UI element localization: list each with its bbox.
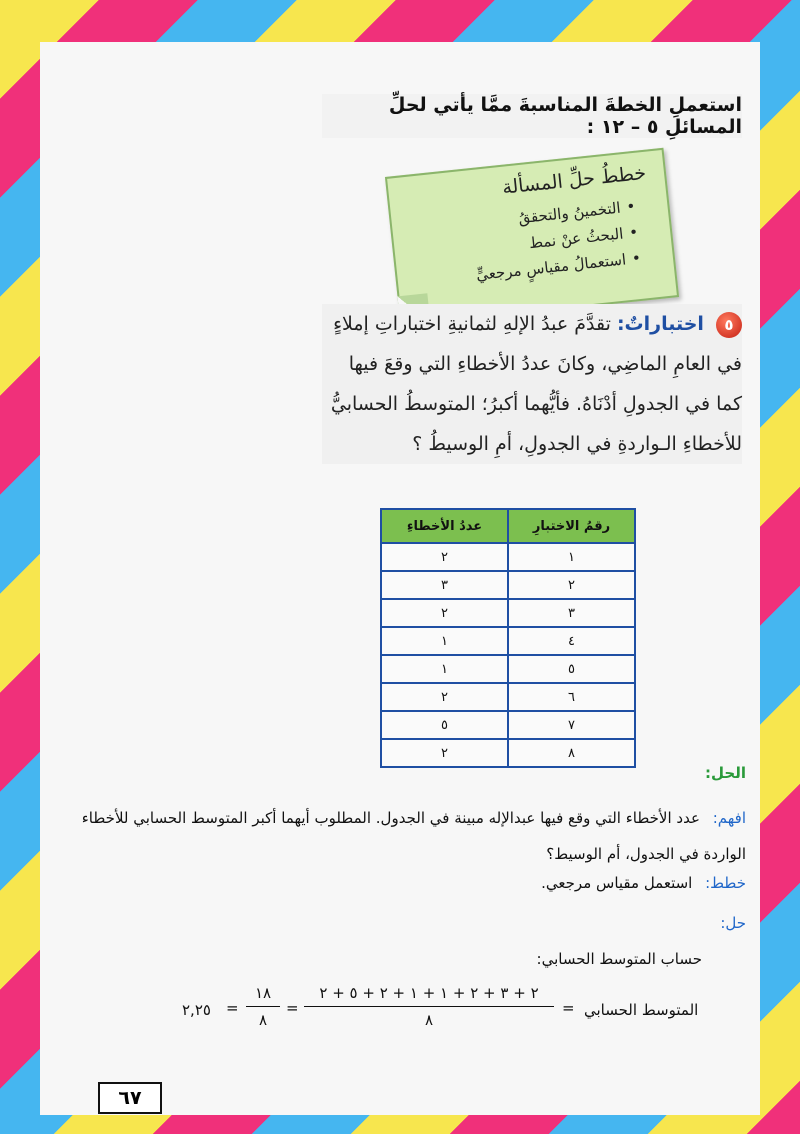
test-number-cell: ٣ xyxy=(508,599,635,627)
mean-formula xyxy=(182,984,702,1040)
solution-heading: الحل: xyxy=(705,764,746,782)
table-row xyxy=(381,655,635,683)
problem-keyword: اختباراتٌ: xyxy=(616,313,704,335)
error-count-cell: ٣ xyxy=(381,571,508,599)
test-number-cell: ١ xyxy=(508,543,635,571)
error-count-cell: ١ xyxy=(381,627,508,655)
plan-label: خطط: xyxy=(705,874,746,892)
test-number-cell: ٧ xyxy=(508,711,635,739)
error-count-cell: ٢ xyxy=(381,599,508,627)
instruction: استعملِ الخطةَ المناسبةَ ممَّا يأتي لحلِّ المسائلِ ٥ – ١٢ : xyxy=(322,94,742,138)
strategy-note-title: خططُ حلِّ المسألة xyxy=(501,161,648,199)
result-denominator: ٨ xyxy=(258,1011,268,1029)
errors-table xyxy=(380,508,636,768)
formula-result: ٢,٢٥ xyxy=(182,1001,211,1019)
test-number-cell: ٢ xyxy=(508,571,635,599)
problem xyxy=(322,304,742,464)
table-header-row xyxy=(381,509,635,543)
sum-denominator: ٨ xyxy=(424,1011,434,1029)
sum-numerator: ٢ + ٣ + ٢ + ١ + ١ + ٢ + ٥ + ٢ xyxy=(304,984,554,1007)
table-row xyxy=(381,543,635,571)
formula-equals: = xyxy=(562,999,575,1017)
strategy-list xyxy=(409,192,656,295)
table-header: عددُ الأخطاءِ xyxy=(381,509,508,543)
test-number-cell: ٤ xyxy=(508,627,635,655)
problem-number-badge: ٥ xyxy=(716,312,742,338)
table-row xyxy=(381,599,635,627)
table-row xyxy=(381,571,635,599)
test-number-cell: ٨ xyxy=(508,739,635,767)
page xyxy=(40,42,760,1115)
error-count-cell: ٢ xyxy=(381,543,508,571)
page-number: ٦٧ xyxy=(98,1082,162,1114)
table-row xyxy=(381,683,635,711)
error-count-cell: ١ xyxy=(381,655,508,683)
sum-fraction xyxy=(304,984,554,1029)
calc-title: حساب المتوسط الحسابي: xyxy=(536,950,702,968)
strategy-item: • التخمينُ والتحققُ xyxy=(409,193,636,242)
formula-equals: = xyxy=(286,999,299,1017)
plan-text: استعمل مقياس مرجعي. xyxy=(541,874,693,892)
problem-text: تقدَّمَ عبدُ الإلهِ لثمانيةِ اختباراتِ إملاءٍ في العامِ الماضِي، وكانَ عددُ الأخطاءِ التي وقعَ فيها كما في الجدولِ أدْنَاهُ. فأيُّهما أكبرُ؛ المتوسطُ الحسابيُّ للأخطاءِ الـواردةِ في الجدولِ، أمِ الوسيطُ ؟ xyxy=(330,313,742,455)
solve-label: حل: xyxy=(720,914,746,932)
error-count-cell: ٥ xyxy=(381,711,508,739)
strategy-item: • استعمالُ مقياسٍ مرجعيٍّ xyxy=(415,245,642,294)
formula-equals: = xyxy=(226,999,239,1017)
strategy-note xyxy=(385,148,679,326)
understand-text: عدد الأخطاء التي وقع فيها عبدالإله مبينة في الجدول. المطلوب أيهما أكبر المتوسط الحسابي للأخطاء الواردة في الجدول، أم الوسيط؟ xyxy=(81,809,746,863)
result-numerator: ١٨ xyxy=(246,984,280,1007)
table-row xyxy=(381,739,635,767)
understand-label: افهم: xyxy=(712,809,746,827)
strategy-item: • البحثُ عنْ نمط xyxy=(412,219,639,268)
test-number-cell: ٥ xyxy=(508,655,635,683)
test-number-cell: ٦ xyxy=(508,683,635,711)
result-fraction xyxy=(246,984,280,1029)
table-row xyxy=(381,627,635,655)
formula-label: المتوسط الحسابي xyxy=(584,1001,699,1019)
understand-row xyxy=(56,800,746,872)
error-count-cell: ٢ xyxy=(381,739,508,767)
solve-row xyxy=(712,914,746,932)
plan-row xyxy=(541,874,746,892)
table-header: رقمُ الاختبارِ xyxy=(508,509,635,543)
error-count-cell: ٢ xyxy=(381,683,508,711)
table-row xyxy=(381,711,635,739)
